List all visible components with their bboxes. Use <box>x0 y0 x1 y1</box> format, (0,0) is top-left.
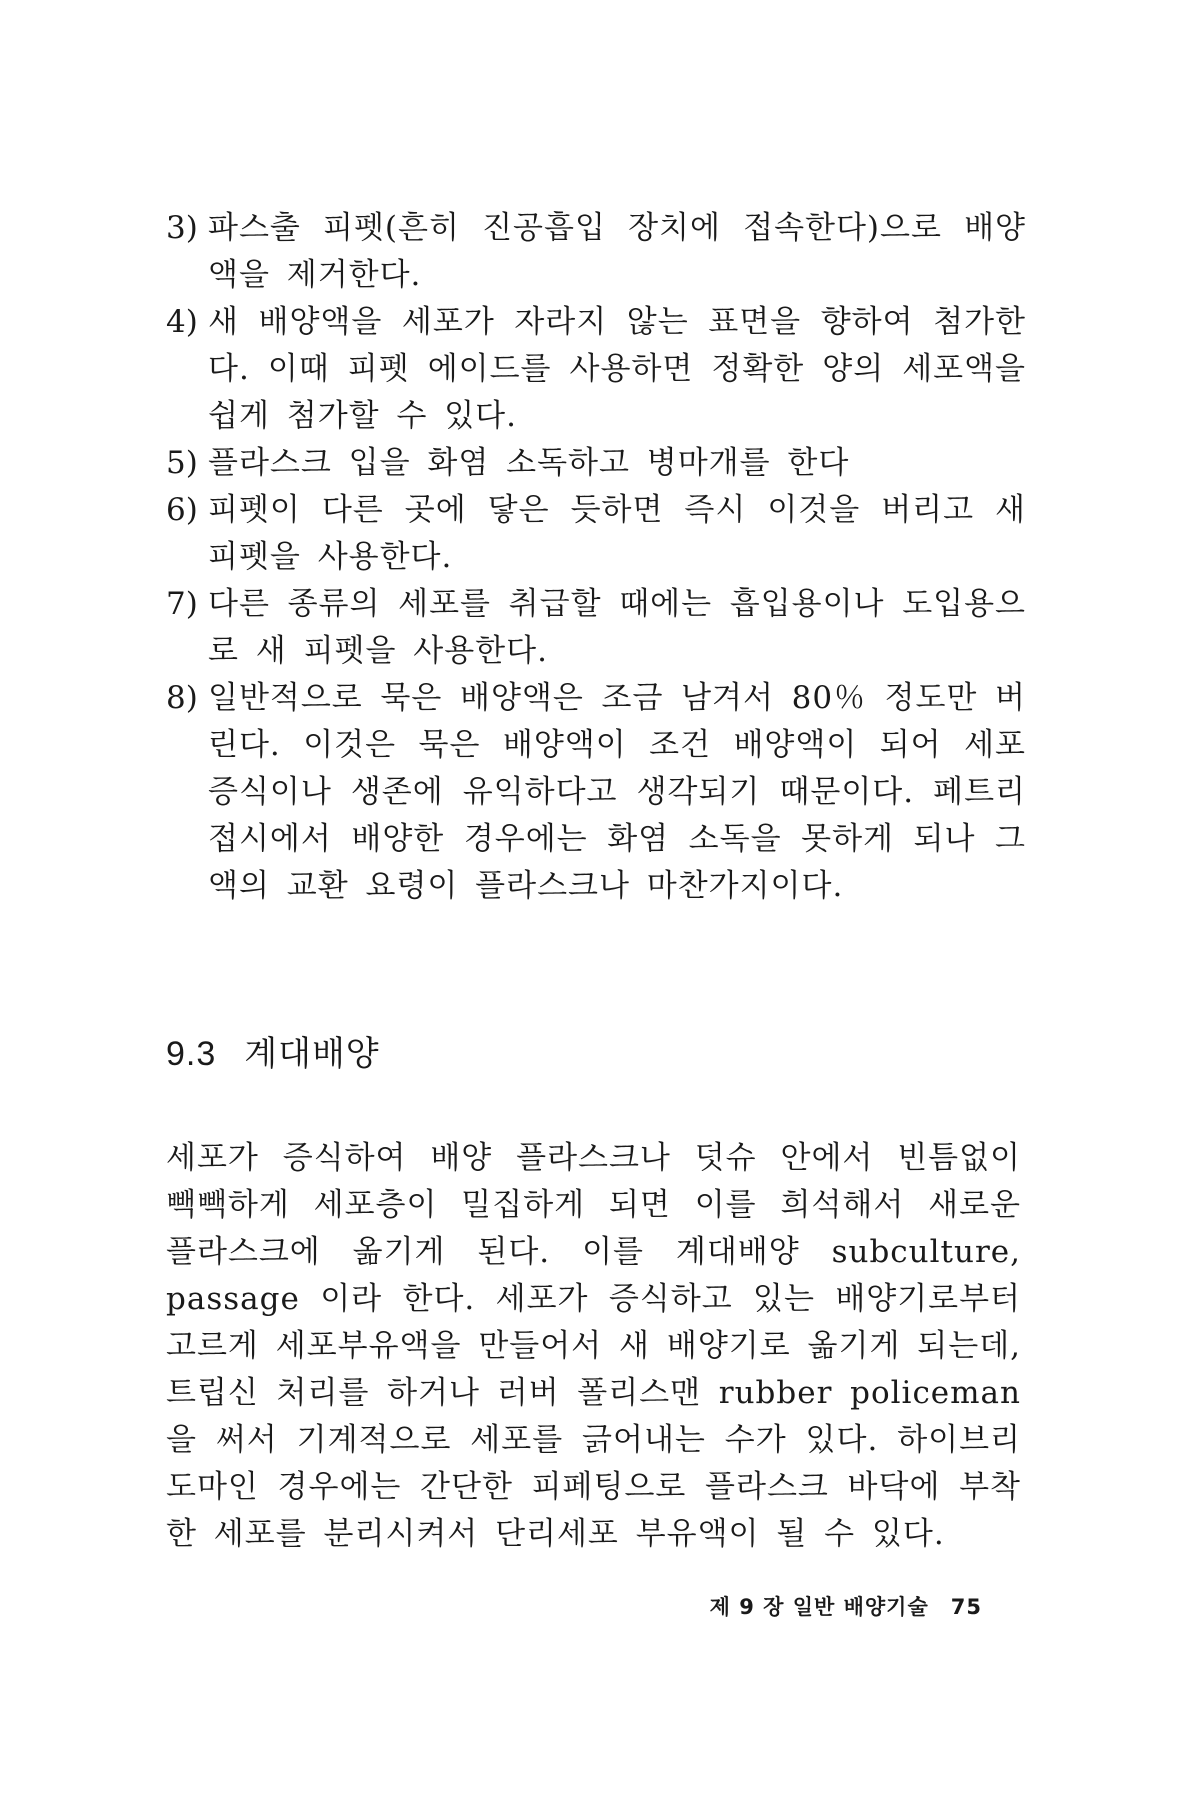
list-item <box>166 205 1026 299</box>
page-footer <box>710 1591 982 1621</box>
list-item-number: 8) <box>166 680 198 716</box>
list-item <box>166 299 1026 440</box>
chapter-label: 제 9 장 일반 배양기술 <box>709 1595 929 1619</box>
section-heading <box>166 1030 380 1078</box>
list-item-text: 일반적으로 묵은 배양액은 조금 남겨서 80％ 정도만 버린다. 이것은 묵은 배양액이 조건 배양액이 되어 세포 증식이나 생존에 유익하다고 생각되기 때문이다. 페트리 접시에서 배양한 경우에는 화염 소독을 못하게 되나 그 액의 교환 요령이 플라스크나 마찬가지이다. <box>208 680 1026 904</box>
list-item-number: 3) <box>166 210 198 246</box>
section-title-text: 계대배양 <box>244 1034 380 1074</box>
section-number: 9.3 <box>166 1035 217 1073</box>
page-number: 75 <box>950 1595 982 1619</box>
procedure-list <box>166 205 1026 910</box>
list-item-text: 플라스크 입을 화염 소독하고 병마개를 한다 <box>208 445 850 481</box>
list-item-number: 7) <box>166 586 198 622</box>
list-item-number: 6) <box>166 492 198 528</box>
list-item <box>166 440 1026 487</box>
list-item-text: 다른 종류의 세포를 취급할 때에는 흡입용이나 도입용으로 새 피펫을 사용한다. <box>208 586 1026 669</box>
list-item-text: 피펫이 다른 곳에 닿은 듯하면 즉시 이것을 버리고 새 피펫을 사용한다. <box>208 492 1026 575</box>
list-item-number: 4) <box>166 304 198 340</box>
list-item-text: 파스출 피펫(흔히 진공흡입 장치에 접속한다)으로 배양액을 제거한다. <box>208 210 1026 293</box>
list-item <box>166 675 1026 910</box>
body-paragraph: 세포가 증식하여 배양 플라스크나 덧슈 안에서 빈틈없이 빽빽하게 세포층이 밀집하게 되면 이를 희석해서 새로운 플라스크에 옮기게 된다. 이를 계대배양 subculture, passage 이라 한다. 세포가 증식하고 있는 배양기로부터 고르게 세포부유액을 만들어서 새 배양기로 옮기게 되는데, 트립신 처리를 하거나 러버 폴리스맨 rubber policeman을 써서 기계적으로 세포를 긁어내는 수가 있다. 하이브리도마인 경우에는 간단한 피페팅으로 플라스크 바닥에 부착한 세포를 분리시켜서 단리세포 부유액이 될 수 있다. <box>166 1140 1021 1552</box>
list-item <box>166 581 1026 675</box>
list-item <box>166 487 1026 581</box>
list-item-text: 새 배양액을 세포가 자라지 않는 표면을 향하여 첨가한다. 이때 피펫 에이드를 사용하면 정확한 양의 세포액을 쉽게 첨가할 수 있다. <box>208 304 1026 434</box>
list-item-number: 5) <box>166 445 198 481</box>
